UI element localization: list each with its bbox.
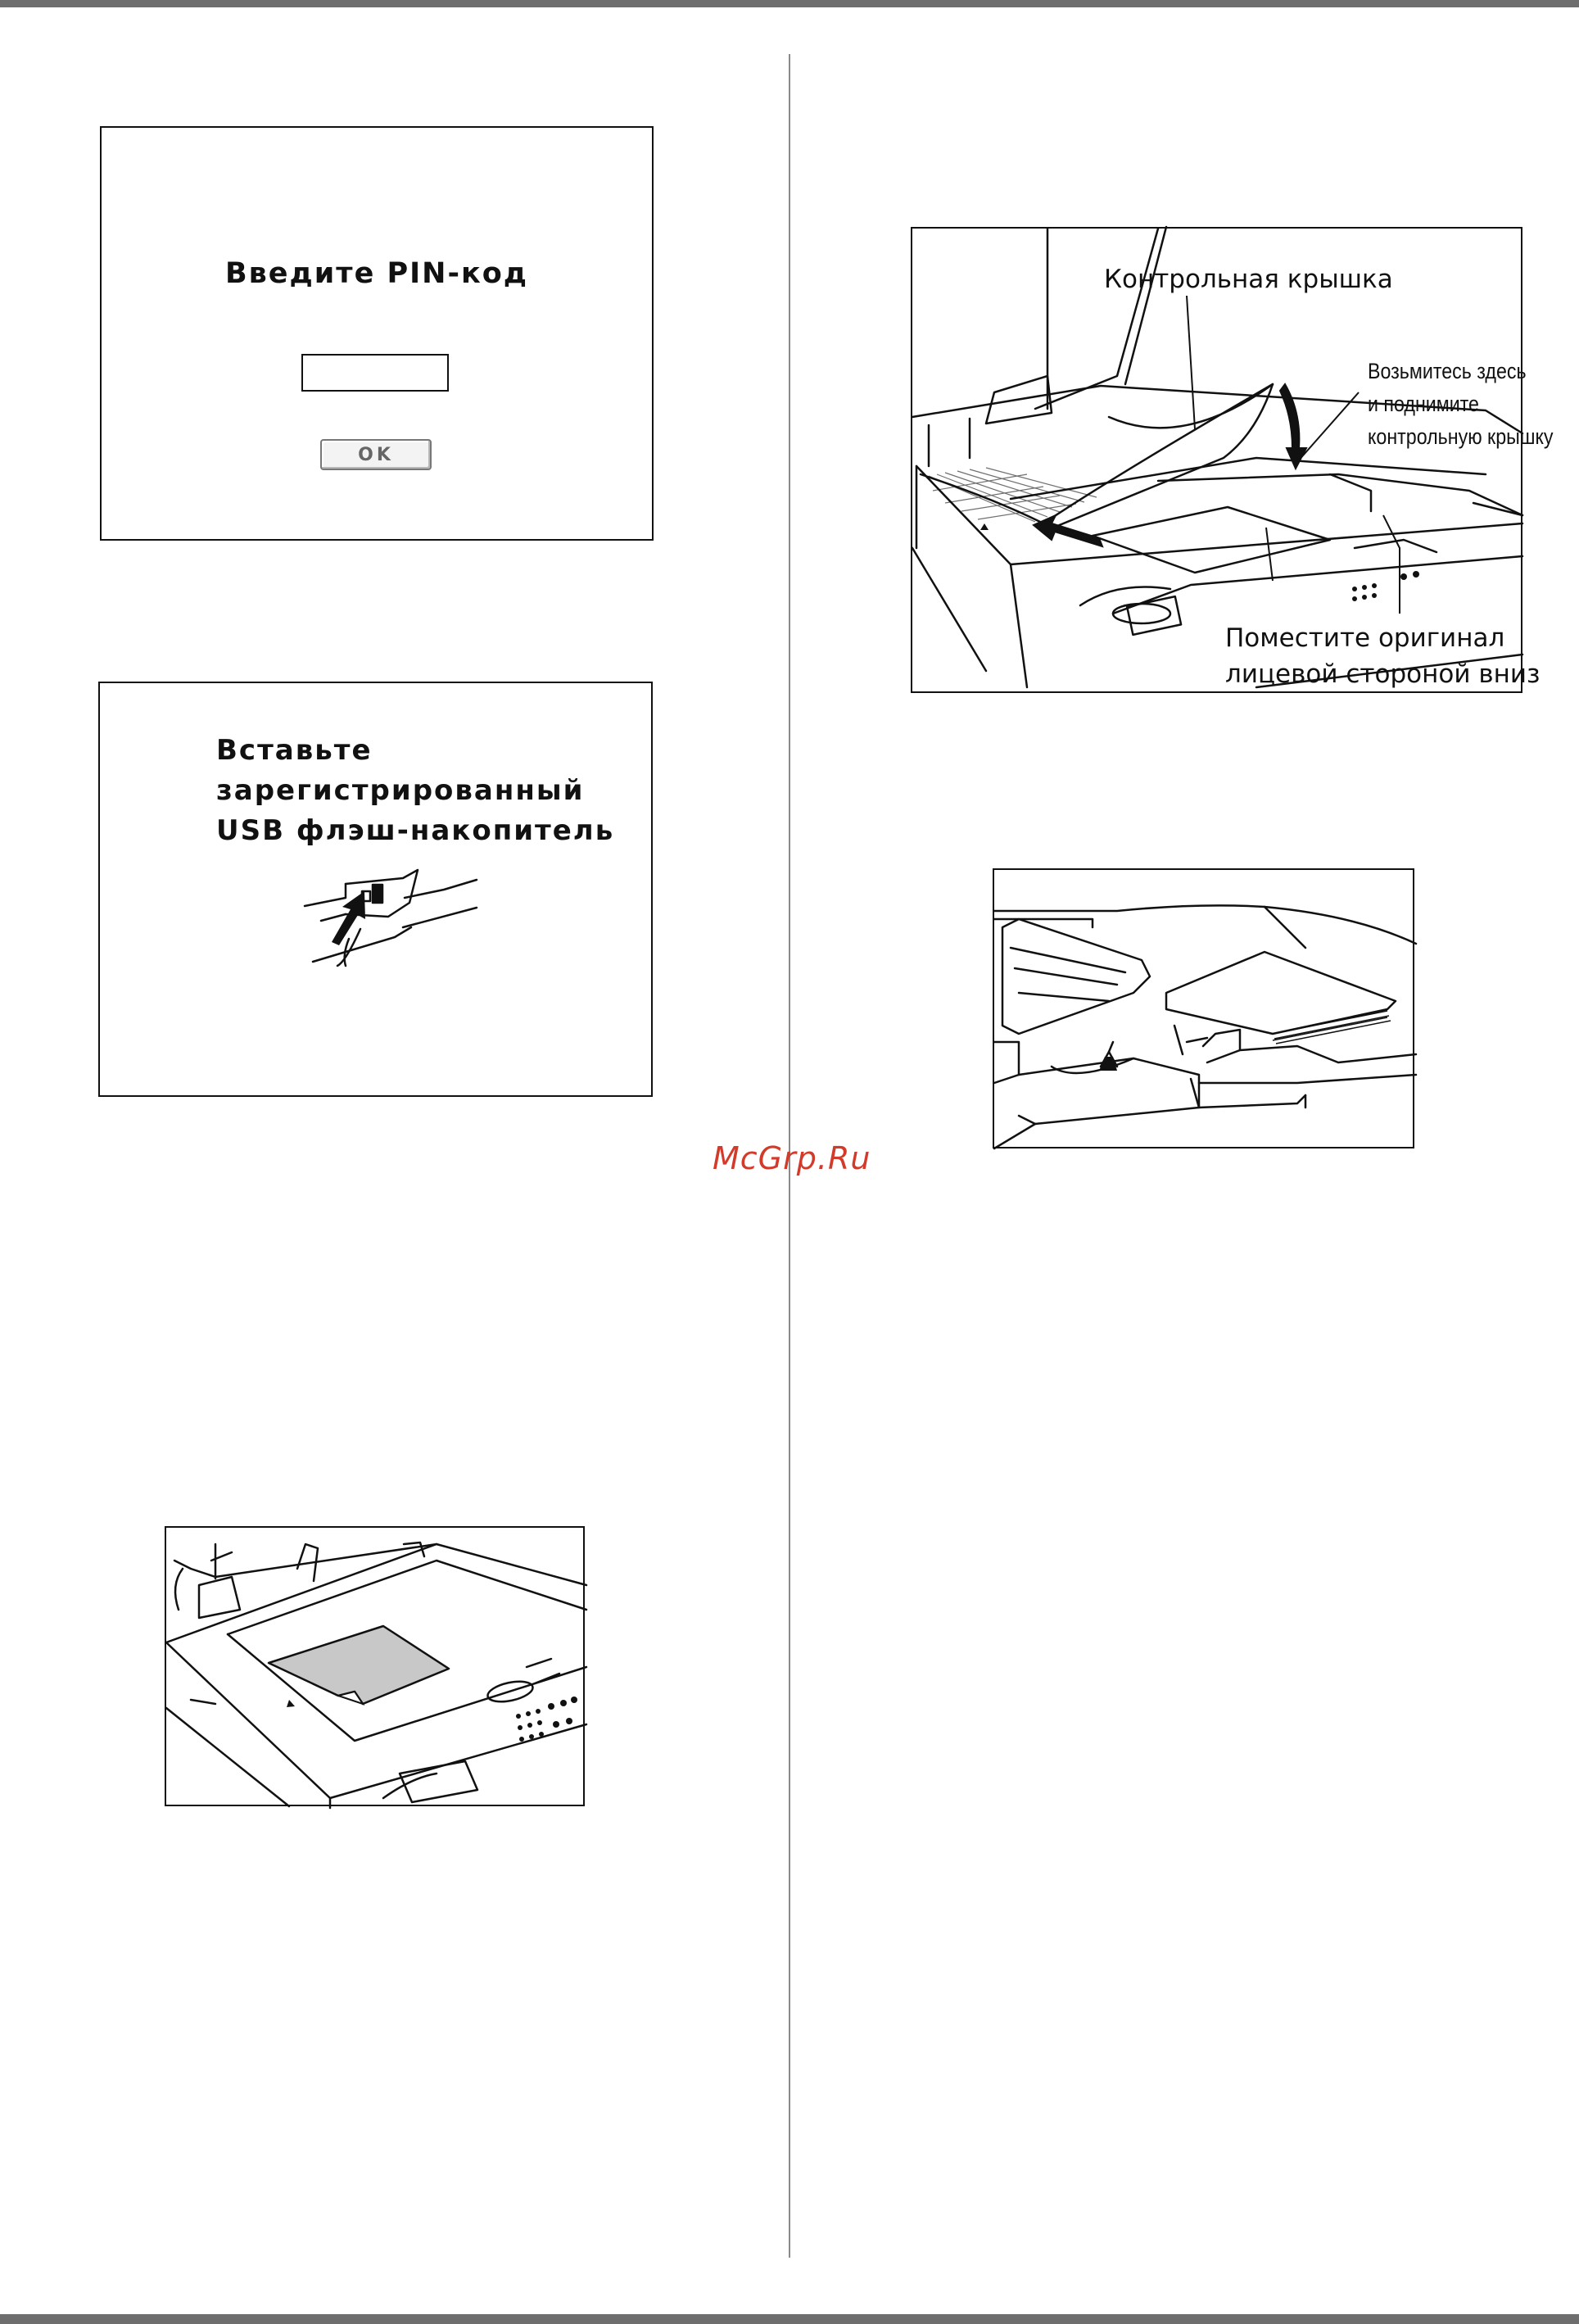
grip-line-3: контрольную крышку bbox=[1368, 424, 1554, 449]
pin-dialog bbox=[100, 126, 654, 541]
grip-line-1: Возьмитесь здесь bbox=[1368, 359, 1527, 383]
pin-input[interactable] bbox=[301, 354, 449, 392]
document-cover-label: Контрольная крышка bbox=[1104, 265, 1393, 294]
top-rule bbox=[0, 0, 1579, 7]
document-cover-illustration bbox=[911, 227, 1554, 693]
watermark: McGrp.Ru bbox=[713, 1140, 871, 1176]
grip-line-2: и поднимите bbox=[1368, 392, 1479, 416]
grip-instruction-label bbox=[1368, 355, 1553, 453]
bottom-rule bbox=[0, 2314, 1579, 2324]
usb-message-line-1: Вставьте bbox=[216, 734, 373, 767]
original-glass-illustration bbox=[165, 1526, 585, 1806]
original-on-glass-drawing bbox=[166, 1528, 586, 1808]
pin-dialog-title: Введите PIN-код bbox=[224, 257, 529, 290]
adf-illustration bbox=[993, 868, 1414, 1148]
usb-dialog bbox=[98, 682, 653, 1097]
adf-tray-drawing bbox=[994, 870, 1416, 1150]
usb-message-line-3: USB флэш-накопитель bbox=[216, 814, 615, 847]
usb-dialog-message bbox=[216, 731, 614, 851]
place-line-1: Поместите оригинал bbox=[1225, 623, 1505, 653]
place-original-label bbox=[1225, 620, 1541, 692]
ok-button[interactable]: OK bbox=[320, 439, 432, 470]
place-line-2: лицевой стороной вниз bbox=[1225, 659, 1541, 689]
usb-message-line-2: зарегистрированный bbox=[216, 774, 585, 807]
